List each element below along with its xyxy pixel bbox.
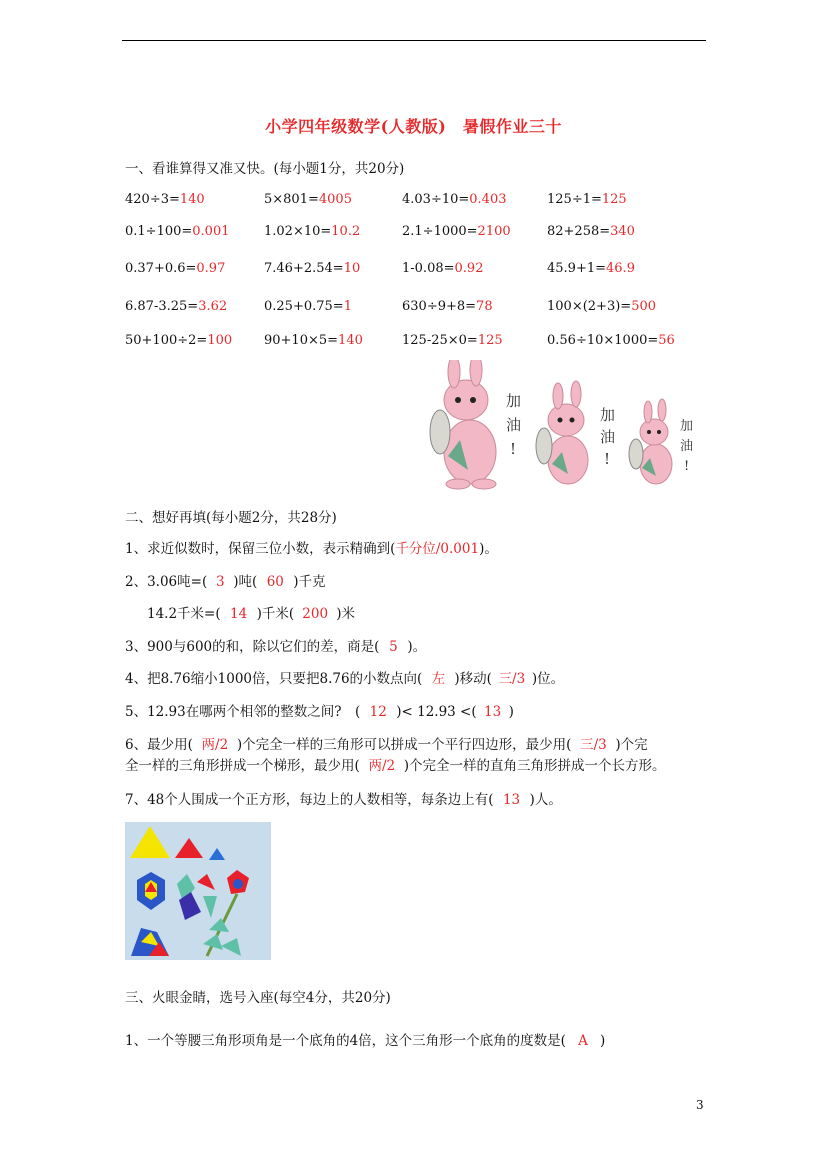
calc-question: 420÷3= bbox=[125, 192, 180, 207]
question-3-1: 1、一个等腰三角形项角是一个底角的4倍，这个三角形一个底角的度数是( A ) bbox=[125, 1033, 606, 1049]
answer: 千分位/0.001 bbox=[395, 541, 480, 557]
calc-item bbox=[547, 299, 656, 314]
calc-answer: 140 bbox=[338, 333, 363, 348]
cheer-text-3a: 加 bbox=[680, 419, 694, 434]
calc-answer: 0.97 bbox=[196, 261, 226, 276]
tangram-shapes-illustration bbox=[125, 822, 271, 960]
calc-item bbox=[547, 261, 635, 276]
answer: 两/2 bbox=[368, 758, 396, 774]
calc-answer: 0.92 bbox=[454, 261, 484, 276]
calc-answer: 46.9 bbox=[606, 261, 635, 276]
cheer-text-1c: ! bbox=[510, 440, 517, 458]
cheer-text-1a: 加 bbox=[506, 392, 522, 410]
calc-question: 6.87-3.25= bbox=[125, 299, 199, 314]
cheer-text-2a: 加 bbox=[600, 406, 616, 424]
question-2-7: 7、48个人围成一个正方形，每边上的人数相等，每条边上有( 13 )人。 bbox=[125, 792, 562, 808]
calc-answer: 4005 bbox=[318, 192, 352, 207]
page-title: 小学四年级数学(人教版) 暑假作业三十 bbox=[265, 117, 562, 136]
question-2-1: 1、求近似数时，保留三位小数，表示精确到(千分位/0.001)。 bbox=[125, 541, 498, 557]
calc-item bbox=[402, 192, 507, 207]
calc-item bbox=[402, 224, 511, 239]
bunny-small bbox=[629, 399, 672, 484]
calc-answer: 140 bbox=[179, 192, 205, 207]
answer: 200 bbox=[302, 606, 329, 622]
question-2-6a: 6、最少用( 两/2 )个完全一样的三角形可以拼成一个平行四边形，最少用( 三/3 )个完 bbox=[125, 733, 648, 753]
answer: 13 bbox=[484, 704, 502, 720]
calc-item bbox=[547, 192, 627, 207]
answer: 14 bbox=[230, 606, 248, 622]
answer: 两/2 bbox=[201, 737, 229, 753]
question-2-3: 3、900与600的和，除以它们的差，商是( 5 )。 bbox=[125, 639, 427, 655]
section-1-heading: 一、看谁算得又准又快。(每小题1分，共20分) bbox=[125, 161, 405, 177]
calc-item bbox=[125, 224, 230, 239]
calc-question: 125-25×0= bbox=[402, 333, 478, 348]
calc-question: 0.25+0.75= bbox=[264, 299, 344, 314]
calc-item bbox=[264, 224, 360, 239]
answer: 13 bbox=[502, 792, 521, 808]
calc-item bbox=[547, 224, 635, 239]
calc-item bbox=[125, 261, 225, 276]
cheer-text-3b: 油 bbox=[680, 439, 694, 454]
calc-item bbox=[402, 261, 483, 276]
calc-question: 0.1÷100= bbox=[125, 224, 193, 239]
question-2-4: 4、把8.76缩小1000倍，只要把8.76的小数点向( 左 )移动( 三/3 )位。 bbox=[125, 667, 564, 687]
calc-answer: 125 bbox=[601, 192, 627, 207]
answer: 12 bbox=[369, 704, 387, 720]
answer: 三/3 bbox=[580, 737, 607, 753]
calc-question: 0.37+0.6= bbox=[125, 261, 197, 276]
cheer-text-1b: 油 bbox=[506, 416, 522, 434]
calc-question: 630÷9+8= bbox=[402, 299, 477, 314]
question-2-2a: 2、3.06吨=( 3 )吨( 60 )千克 bbox=[125, 574, 326, 590]
calc-item bbox=[264, 333, 363, 348]
calc-answer: 100 bbox=[207, 333, 233, 348]
calc-answer: 1 bbox=[343, 299, 352, 314]
calc-item bbox=[402, 333, 503, 348]
calc-answer: 500 bbox=[631, 299, 657, 314]
calc-answer: 0.403 bbox=[469, 192, 507, 207]
calc-question: 2.1÷1000= bbox=[402, 224, 478, 239]
calc-question: 7.46+2.54= bbox=[264, 261, 344, 276]
answer: 5 bbox=[389, 639, 398, 655]
question-2-2b: 14.2千米=( 14 )千米( 200 )米 bbox=[147, 606, 355, 622]
cheer-text-3c: ! bbox=[684, 459, 690, 474]
calc-item bbox=[264, 299, 352, 314]
calc-answer: 56 bbox=[658, 333, 675, 348]
section-3-heading: 三、火眼金睛，选号入座(每空4分，共20分) bbox=[125, 990, 391, 1006]
calc-question: 50+100÷2= bbox=[125, 333, 208, 348]
calc-question: 1.02×10= bbox=[264, 224, 332, 239]
calc-answer: 125 bbox=[477, 333, 503, 348]
calc-answer: 10 bbox=[343, 261, 361, 276]
calc-question: 1-0.08= bbox=[402, 261, 455, 276]
calc-item bbox=[264, 261, 360, 276]
calc-answer: 10.2 bbox=[331, 224, 361, 239]
cheer-text-2b: 油 bbox=[600, 428, 616, 446]
calc-item bbox=[402, 299, 493, 314]
calc-answer: 0.001 bbox=[192, 224, 230, 239]
calc-question: 125÷1= bbox=[547, 192, 602, 207]
calc-item bbox=[125, 192, 205, 207]
answer: 3 bbox=[215, 574, 225, 590]
cheer-text-2c: ! bbox=[604, 450, 611, 468]
answer: 左 bbox=[431, 671, 446, 687]
calc-answer: 340 bbox=[610, 224, 635, 239]
question-2-5: 5、12.93在哪两个相邻的整数之间? ( 12 )< 12.93 <( 13 ) bbox=[125, 704, 514, 720]
answer: A bbox=[578, 1033, 588, 1049]
section-2-heading: 二、想好再填(每小题2分，共28分) bbox=[125, 510, 337, 526]
calc-answer: 2100 bbox=[477, 224, 511, 239]
calc-question: 45.9+1= bbox=[547, 261, 607, 276]
answer: 三/3 bbox=[498, 671, 526, 687]
calc-question: 90+10×5= bbox=[264, 333, 339, 348]
page-number: 3 bbox=[696, 1098, 704, 1112]
calc-question: 0.56÷10×1000= bbox=[547, 333, 659, 348]
answer: 60 bbox=[266, 574, 284, 590]
bunny-medium bbox=[536, 381, 588, 484]
header-rule bbox=[122, 40, 706, 41]
calc-question: 4.03÷10= bbox=[402, 192, 470, 207]
cheering-bunnies-illustration bbox=[418, 360, 703, 490]
calc-item bbox=[547, 333, 675, 348]
calc-item bbox=[125, 333, 232, 348]
calc-answer: 3.62 bbox=[198, 299, 228, 314]
calc-question: 5×801= bbox=[264, 192, 319, 207]
calc-question: 82+258= bbox=[547, 224, 611, 239]
bunny-large bbox=[430, 360, 496, 489]
calc-question: 100×(2+3)= bbox=[547, 299, 632, 314]
calc-item bbox=[264, 192, 352, 207]
question-2-6b: 全一样的三角形拼成一个梯形，最少用( 两/2 )个完全一样的直角三角形拼成一个长方形。 bbox=[125, 754, 666, 774]
calc-answer: 78 bbox=[476, 299, 493, 314]
calc-item bbox=[125, 299, 227, 314]
